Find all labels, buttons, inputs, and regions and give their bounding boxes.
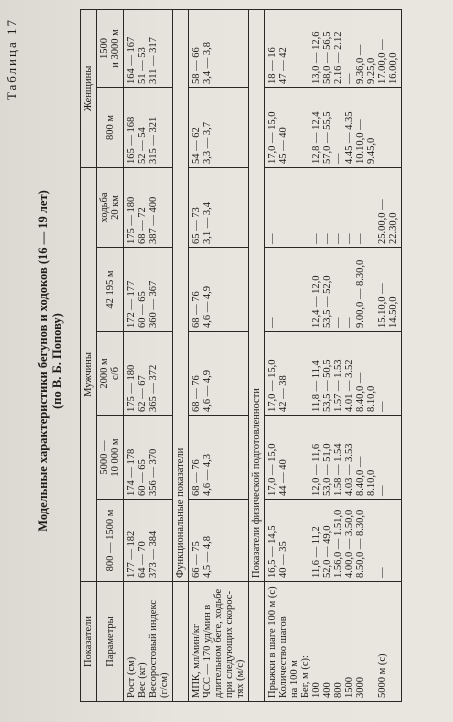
header-col: 800 — 1500 м [97, 500, 124, 582]
table-cell: 17,0 — 15,0 42 — 38 11,8 — 11,4 53,5 — 50,5 1.57 — 1.53 4.01 — 3.52 8.40,0 — 8.10,0 — [265, 332, 402, 416]
table-row [265, 9, 402, 701]
table-cell: 58 — 66 3,4 — 3,8 [189, 9, 249, 87]
section-heading-row [249, 9, 265, 701]
header-col: ходьба 20 км [97, 167, 124, 247]
header-indicators: Показатели [81, 582, 97, 702]
header-men: Мужчины [81, 167, 97, 581]
table-cell: — — — — — — 25.00,0 — 22.30,0 [265, 167, 402, 247]
table-cell: 16,5 — 14,5 40 — 35 11,6 — 11,2 52,0 — 49,0 1.56,0 — 1.51,0 4.00,0 — 3.50,0 8.50,0 — 8.30,0 — [265, 500, 402, 582]
table-number: Таблица 17 [4, 18, 19, 101]
header-parameters: Параметры [97, 582, 124, 702]
model-characteristics-table [80, 9, 402, 702]
header-women: Женщины [81, 9, 97, 167]
title-line-2: (по В. Б. Попову) [50, 313, 64, 409]
table-cell: 165 — 168 52 — 54 315 — 321 [124, 87, 173, 167]
table-cell: 68 — 76 4,6 — 4,9 [189, 248, 249, 332]
row-params: Прыжки в шаге 100 м (с) Количество шагов на 100 м Бег, м (с): 100 400 800 1500 3000 5000 м (с) [265, 582, 402, 702]
table-cell: 66 — 75 4,5 — 4,8 [189, 500, 249, 582]
table-cell: 68 — 76 4,6 — 4,3 [189, 416, 249, 500]
header-row-2 [97, 9, 124, 701]
section-physical-title: Показатели физической подготовленности [249, 9, 265, 581]
header-col: 42 195 м [97, 248, 124, 332]
table-cell: 177 — 182 64 — 70 373 — 384 [124, 500, 173, 582]
header-col: 800 м [97, 87, 124, 167]
title-line-1: Модельные характеристики бегунов и ходоков (16 — 19 лет) [36, 190, 50, 532]
row-params: Рост (см) Вес (кг) Весоростовый индекс (г/см) [124, 582, 173, 702]
section-heading-row [173, 9, 189, 701]
row-params: МПК, мл/мин/кг ЧСС — 170 уд/мин в длительном беге, ходьбе при следующих скорос- тях (м/с) [189, 582, 249, 702]
table-title [36, 0, 64, 722]
table-cell: 65 — 73 3,1 — 3,4 [189, 167, 249, 247]
table-cell: 18 — 16 47 — 42 13,0 — 12,6 58,0 — 56,5 2.16 — 2.12 — 9.36,0 — 9.25,0 17.00,0 — 16.00,0 [265, 9, 402, 87]
header-row-1 [81, 9, 97, 701]
table-cell: 68 — 76 4,6 — 4,9 [189, 332, 249, 416]
table-cell: 17,0 — 15,0 45 — 40 12,8 — 12,4 57,0 — 55,5 — 4.45 — 4.35 10.10,0 — 9.45,0 [265, 87, 402, 167]
header-col: 5000 — 10 000 м [97, 416, 124, 500]
table-cell: 17,0 — 15,0 44 — 40 12,0 — 11,6 53,0 — 51,0 1.58 — 1.54 4.03 — 3.53 8.40,0 — 8.10,0 — [265, 416, 402, 500]
header-col: 1500 и 3000 м [97, 9, 124, 87]
table-row [189, 9, 249, 701]
table-cell: 164 — 167 51 — 53 311 — 317 [124, 9, 173, 87]
section-functional-title: Функциональные показатели [173, 9, 189, 581]
table-cell: 54 — 62 3,3 — 3,7 [189, 87, 249, 167]
table-cell: 175 — 180 68 — 72 387 — 400 [124, 167, 173, 247]
table-cell: 172 — 177 60 — 65 360 — 367 [124, 248, 173, 332]
table-cell: 174 — 178 60 — 65 356 — 370 [124, 416, 173, 500]
table-cell: 175 — 180 62 — 67 365 — 372 [124, 332, 173, 416]
table-cell: — 12,4 — 12,0 53,5 — 52,0 — — 9.00,0 — 8.30,0 15.10,0 — 14.50,0 [265, 248, 402, 332]
header-col: 2000 м с/б [97, 332, 124, 416]
table-row [124, 9, 173, 701]
